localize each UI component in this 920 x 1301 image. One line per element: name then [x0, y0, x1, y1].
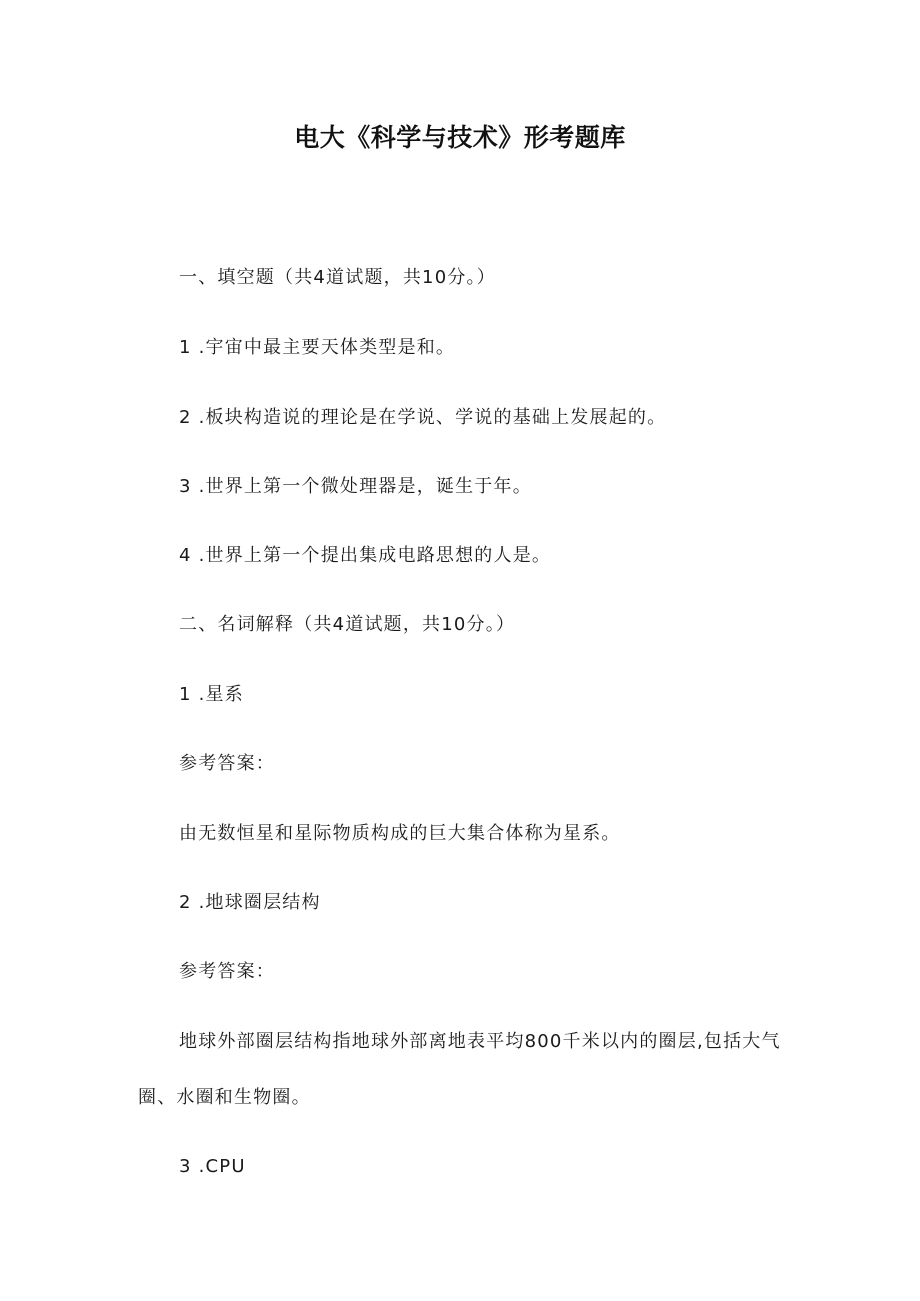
term-item: 3 .CPU: [179, 1156, 246, 1177]
question-item: 2 .板块构造说的理论是在学说、学说的基础上发展起的。: [179, 407, 667, 428]
answer-text: 地球外部圈层结构指地球外部离地表平均800千米以内的圈层,包括大气圈、水圈和生物圈。: [138, 1031, 781, 1108]
document-title: 电大《科学与技术》形考题库: [294, 123, 626, 152]
section-heading-fill-in: 一、填空题（共4道试题，共10分。）: [179, 267, 496, 288]
term-item: 1 .星系: [179, 684, 244, 705]
term-item: 2 .地球圈层结构: [179, 892, 321, 913]
answer-label: 参考答案：: [179, 753, 275, 774]
question-item: 3 .世界上第一个微处理器是，诞生于年。: [179, 476, 532, 497]
question-item: 1 .宇宙中最主要天体类型是和。: [179, 337, 456, 358]
answer-text: 由无数恒星和星际物质构成的巨大集合体称为星系。: [179, 823, 621, 844]
answer-label: 参考答案：: [179, 961, 275, 982]
section-heading-terms: 二、名词解释（共4道试题，共10分。）: [179, 614, 516, 635]
question-item: 4 .世界上第一个提出集成电路思想的人是。: [179, 545, 552, 566]
